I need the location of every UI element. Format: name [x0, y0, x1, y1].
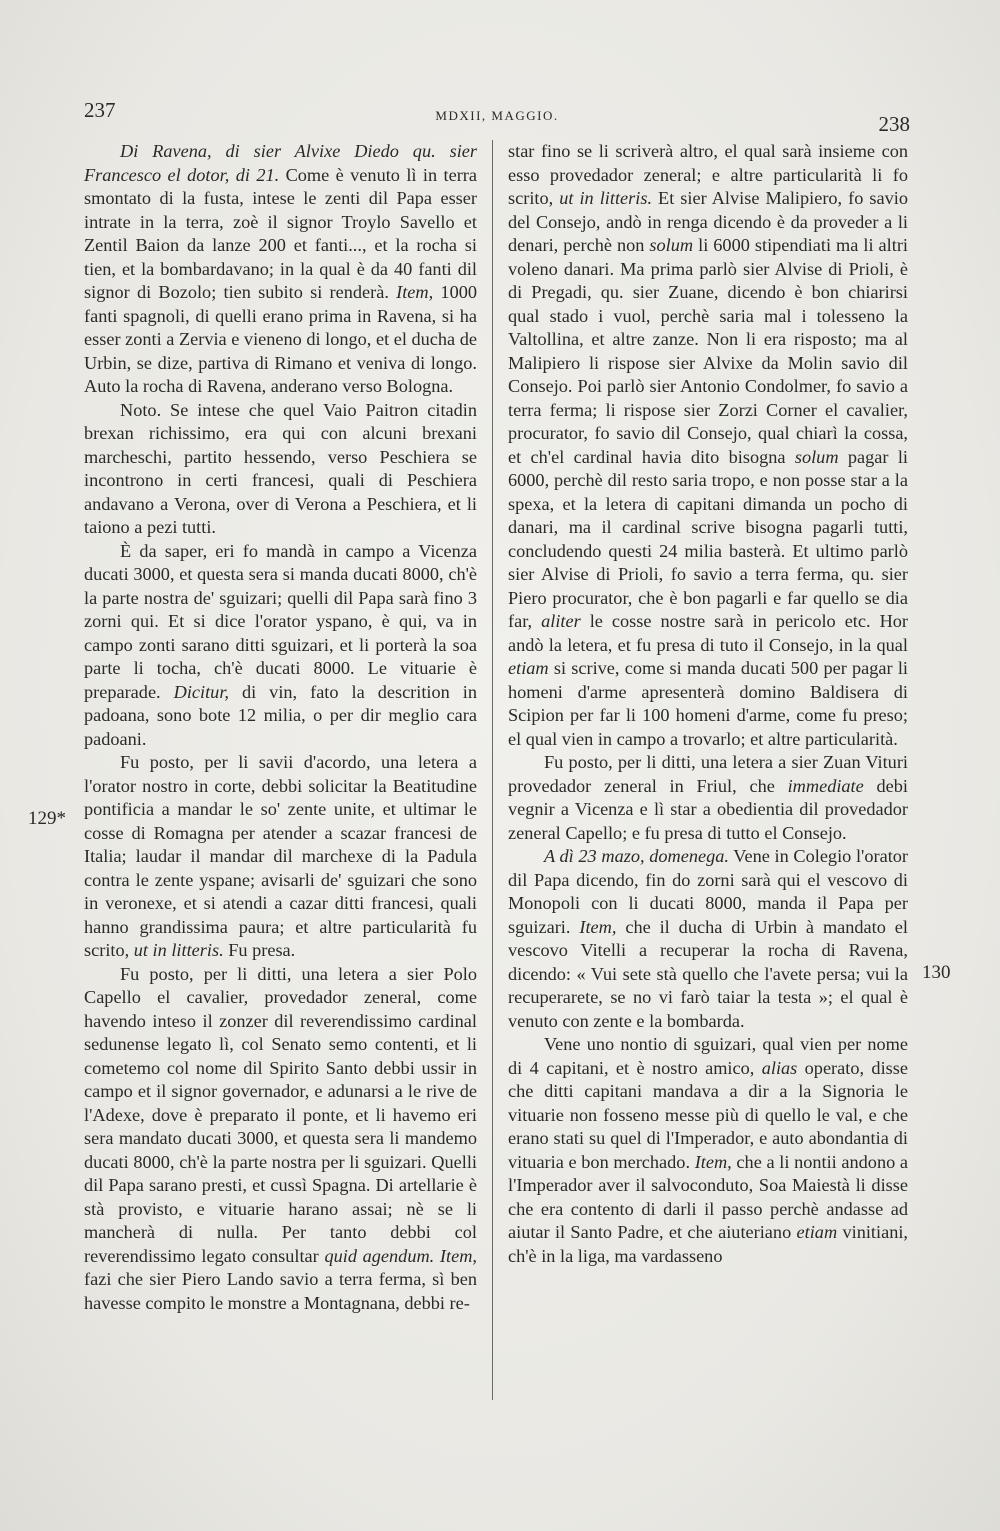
- text-run: Fu presa.: [223, 940, 296, 960]
- italic-text: ut in litteris.: [559, 188, 653, 208]
- italic-text: aliter: [541, 611, 581, 631]
- text-run: Fu posto, per li ditti, una letera a sier Polo Capello el cavalier, provedador zeneral, come havendo inteso il zonzer dil reverendissimo cardinal sedunense legato lì, col Senato semo contenti, et li cometemo col nome dil Spirito Santo debbi ussir in campo et il signor governador, e adunarsi a le rive de l'Adexe, dove è preparato il ponte, et li havemo eri sera mandato ducati 3000, et questa sera li mandemo ducati 8000, ch'è la parte nostra per li sguizari. Quelli dil Papa sarano presti, et cussì Spagna. Di artellarie è stà provisto, e vituarie harano assai; nè se li mancherà di nulla. Per tanto debbi col reverendissimo legato consultar: [84, 963, 477, 1266]
- paragraph: [84, 963, 477, 1316]
- italic-text: A dì 23 mazo, domenega.: [544, 846, 729, 866]
- text-run: pagar li 6000, perchè dil resto saria tropo, e non posse star a la spexa, et la letera di capitani dimanda un pocho di danari, ma il cardinal scrive bisogna pagarli tutti, concludendo questi 24 milia basterà. Et ultimo parlò sier Alvise di Prioli, fo savio a terra ferma, qu. sier Piero procurator, che è bon pagarli e far quello se dia far,: [508, 446, 908, 631]
- text-run: debi vegnir a Vicenza e lì star a obedientia dil provedador zeneral Capello; e fu presa di tutto el Consejo.: [508, 775, 908, 843]
- text-run: Come è venuto lì in terra smontato di la fusta, intese le zenti dil Papa esser intrate in la terra, zoè il signor Troylo Savello et Zentil Baion da lanze 200 et fanti..., et la rocha si tien, et la bombardavano; in la qual è da 40 fanti dil signor di Bozolo; tien subito si renderà.: [84, 164, 477, 302]
- italic-text: etiam: [508, 658, 549, 678]
- running-header: [84, 98, 910, 136]
- text-run: operato, disse che ditti capitani mandava a dir a la Signoria le vituarie non fosseno messe più di quello le val, e che erano stati su quel di l'Imperador, e auto abondantia di vituaria e bon merchado.: [508, 1057, 908, 1172]
- text-run: che a li nontii andono a l'Imperador aver il salvoconduto, Soa Maiestà li disse che era contento di darli il passo perchè andasse ad aiutar il Santo Padre, et che aiuteriano: [508, 1151, 909, 1242]
- paragraph: [84, 140, 477, 399]
- text-run: È da saper, eri fo mandà in campo a Vicenza ducati 3000, et questa sera si manda ducati 8000, ch'è la parte nostra de' sguizari; quelli dil Papa sarà fino 3 zorni qui. Et si dice l'orator yspano, è qui, va in campo zonti sarano ditti sguizari, et li porterà la soa parte li tocha, ch'è ducati 8000. Le vituarie è preparade.: [84, 540, 477, 702]
- text-run: Et sier Alvise Malipiero, fo savio del Consejo, andò in renga dicendo è da proveder a li denari, perchè non: [508, 188, 908, 255]
- italic-text: Item,: [579, 916, 617, 937]
- paragraph: [508, 1033, 908, 1268]
- italic-text: quid agendum. Item,: [324, 1245, 477, 1266]
- left-page-number: 237: [84, 98, 116, 122]
- column-divider: [492, 140, 493, 1400]
- left-column: [84, 140, 477, 1315]
- italic-text: alias: [761, 1057, 798, 1078]
- text-run: Fu posto, per li ditti, una letera a sier Zuan Vituri provedador zeneral in Friul, che: [508, 752, 908, 796]
- italic-text: ut in litteris.: [133, 940, 224, 960]
- right-column: [508, 140, 908, 1268]
- paragraph: [508, 751, 908, 845]
- italic-text: Dicitur,: [173, 681, 229, 702]
- italic-text: solum: [649, 235, 694, 255]
- italic-text: Di Ravena, di sier Alvixe Diedo qu. sier Francesco el dotor, di 21.: [84, 141, 477, 185]
- text-run: 1000 fanti spagnoli, di quelli erano prima in Ravena, si ha esser zonti a Zervia e vieneno di longo, et el ducha de Urbin, se dize, partiva di Rimano et veniva di longo. Auto la rocha di Ravena, anderano verso Bologna.: [84, 282, 477, 396]
- paragraph: Noto. Se intese che quel Vaio Paitron citadin brexan richissimo, era qui con alcuni brexani marcheschi, partito hessendo, verso Peschiera se incontrono in certi francesi, quali di Peschiera andavano a Verona, over di Verona a Peschiera, et li taiono a pezi tutti.: [84, 399, 477, 537]
- paragraph: [84, 751, 477, 963]
- italic-text: etiam: [796, 1222, 838, 1242]
- paragraph: [84, 540, 477, 752]
- italic-text: solum: [794, 446, 839, 467]
- text-run: Fu posto, per li savii d'acordo, una letera a l'orator nostro in corte, debbi solicitar la Beatitudine pontificia a mandar le so' zente unite, et ultimar le cosse di Romagna per atender a scazar francesi de Italia; laudar il mandar dil marchexe di la Padula contra le zente yspane; avisarli de' sguizari che sono in veronexe, et si atendi a cazar ditti francesi, quali hanno grandissima paura; et altre particularità fu scrito,: [84, 752, 477, 960]
- paragraph: [508, 140, 908, 751]
- text-run: Vene in Colegio l'orator dil Papa dicendo, fin do zorni sarà qui el vescovo di Monopoli con li ducati 8000, manda il Papa per sguizari.: [508, 846, 908, 937]
- text-run: le cosse nostre sarà in pericolo etc. Hor andò la letera, et fu presa di tuto il Consejo, in la qual: [508, 611, 908, 655]
- right-page-number: 238: [878, 112, 910, 136]
- text-run: star fino se li scriverà altro, el qual sarà insieme con esso provedador zeneral; e altre particularità li fo scrito,: [508, 141, 908, 208]
- italic-text: Item,: [396, 282, 434, 302]
- italic-text: Item,: [694, 1151, 732, 1172]
- right-margin-number: 130: [922, 962, 951, 983]
- text-run: fazi che sier Piero Lando savio a terra ferma, sì ben havesse compito le monstre a Montagnana, debbi re-: [84, 1269, 477, 1313]
- running-title: MDXII, MAGGIO.: [435, 108, 559, 123]
- italic-text: immediate: [787, 775, 864, 796]
- left-margin-number: 129*: [28, 808, 66, 829]
- text-run: si scrive, come si manda ducati 500 per pagar li homeni d'arme apresenterà domino Baldisera di Scipion per far li 100 homeni d'arme, come fu preso; el qual vien in campo a trovarlo; et altre particularità.: [508, 658, 908, 749]
- text-run: vinitiani, ch'è in la liga, ma vardasseno: [508, 1222, 908, 1266]
- text-run: che il ducha di Urbin à mandato el vescovo Vitelli a recuperar la rocha di Ravena, dicendo: « Vui sete stà quello che l'avete persa; vui la recuperarete, se no vi farò taiar la testa »; el qual è venuto con zente e la bombarda.: [508, 916, 908, 1031]
- text-run: li 6000 stipendiati ma li altri voleno danari. Ma prima parlò sier Alvise di Prioli, è di Pregadi, qu. sier Zuane, dicendo è bon chiarirsi qual stado i vuol, perchè saria mal i tolesseno la Valtollina, et altre zanze. Non li era risposto; ma al Malipiero li rispose sier Alvixe da Molin savio dil Consejo. Poi parlò sier Antonio Condolmer, fo savio a terra ferma; li rispose sier Zorzi Corner el cavalier, procurator, fo savio dil Consejo, qual chiarì la cossa, et ch'el cardinal havia dito bisogna: [508, 235, 908, 467]
- paragraph: [508, 845, 908, 1033]
- text-run: Vene uno nontio di sguizari, qual vien per nome di 4 capitani, et è nostro amico,: [508, 1034, 908, 1078]
- text-run: di vin, fato la descrition in padoana, sono bote 12 milia, o per dir meglio cara padoani.: [84, 681, 477, 749]
